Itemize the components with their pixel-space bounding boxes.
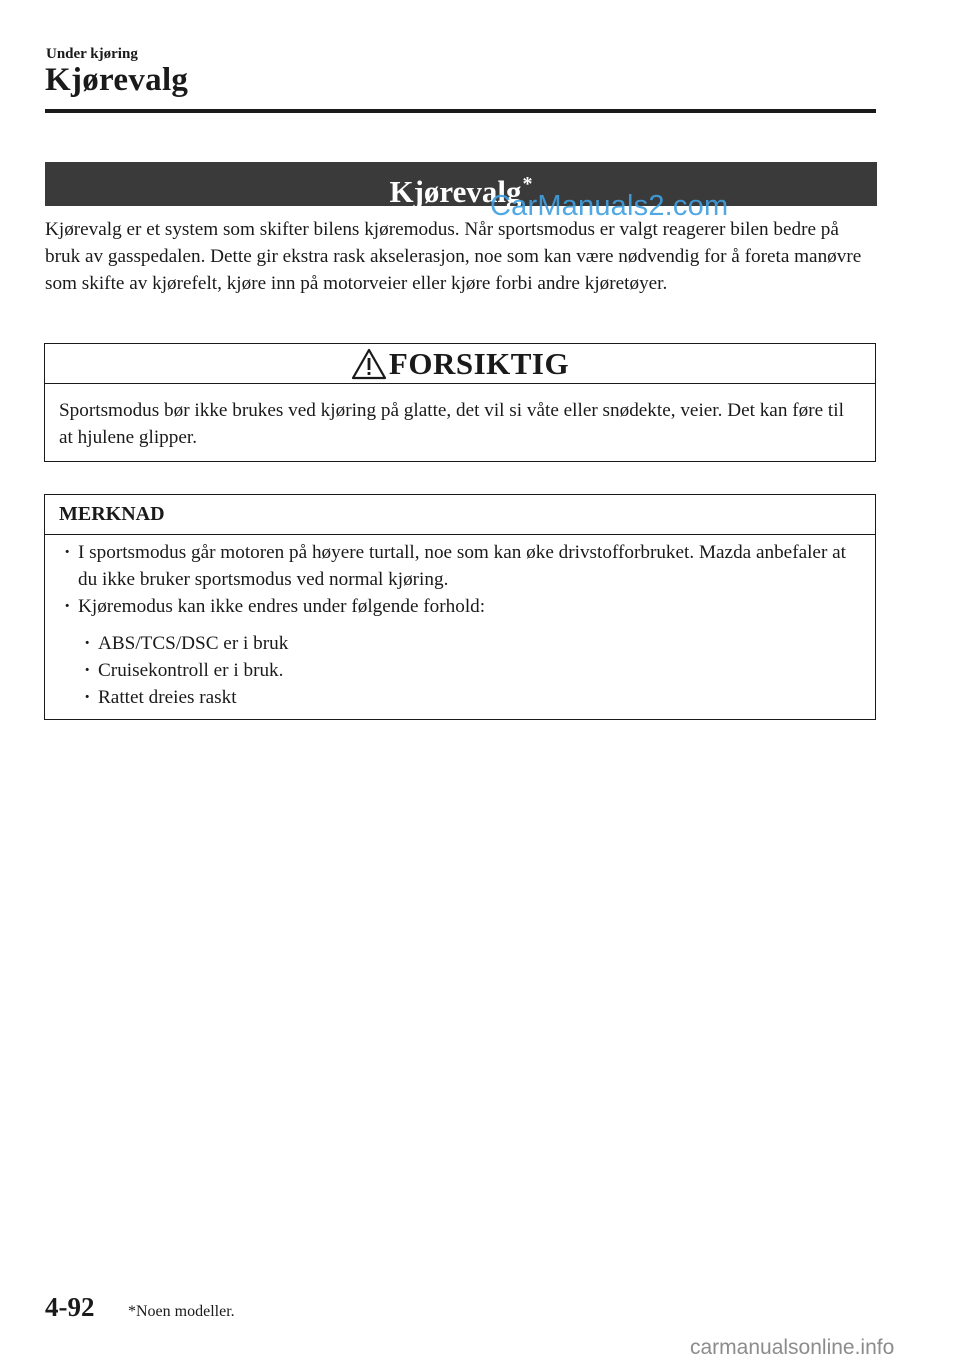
- note-box: [44, 494, 876, 720]
- caution-box: [44, 343, 876, 462]
- warning-triangle-icon: [351, 348, 387, 380]
- note-sublist: [59, 630, 861, 711]
- footnote: *Noen modeller.: [128, 1303, 235, 1320]
- note-subitem: · ABS/TCS/DSC er i bruk: [79, 630, 861, 657]
- note-item: · Kjøremodus kan ikke endres under følgende forhold:: [59, 593, 861, 620]
- note-subitem: · Cruisekontroll er i bruk.: [79, 657, 861, 684]
- watermark-logo: CarManuals2.com: [490, 190, 729, 222]
- note-item: · I sportsmodus går motoren på høyere turtall, noe som kan øke drivstofforbruket. Mazda anbefaler at du ikke bruker sportsmodus ved normal kjøring.: [59, 539, 861, 593]
- chapter-label: Under kjøring: [46, 46, 138, 62]
- intro-paragraph: Kjørevalg er et system som skifter bilens kjøremodus. Når sportsmodus er valgt reagerer bilen bedre på bruk av gasspedalen. Dette gir ekstra rask akselerasjon, noe som kan være nødvendig for å foreta manøvre som skifte av kjørefelt, kjøre inn på motorveier eller kjøre forbi andre kjøretøyer.: [45, 219, 862, 294]
- note-body: [45, 535, 875, 711]
- heading-rule: [45, 109, 876, 113]
- note-header: MERKNAD: [45, 495, 875, 535]
- caution-header: [45, 344, 875, 384]
- caution-text: Sportsmodus bør ikke brukes ved kjøring på glatte, det vil si våte eller snødekte, veier. Det kan føre til at hjulene glipper.: [59, 400, 844, 448]
- page-heading: Kjørevalg: [45, 62, 189, 98]
- site-watermark: carmanualsonline.info: [690, 1336, 895, 1359]
- section-banner: [45, 162, 877, 209]
- caution-title: FORSIKTIG: [388, 345, 570, 381]
- page-number: 4-92: [45, 1292, 95, 1322]
- section-asterisk: *: [522, 173, 533, 195]
- section-title: Kjørevalg: [389, 174, 522, 209]
- note-subitem: · Rattet dreies raskt: [79, 684, 861, 711]
